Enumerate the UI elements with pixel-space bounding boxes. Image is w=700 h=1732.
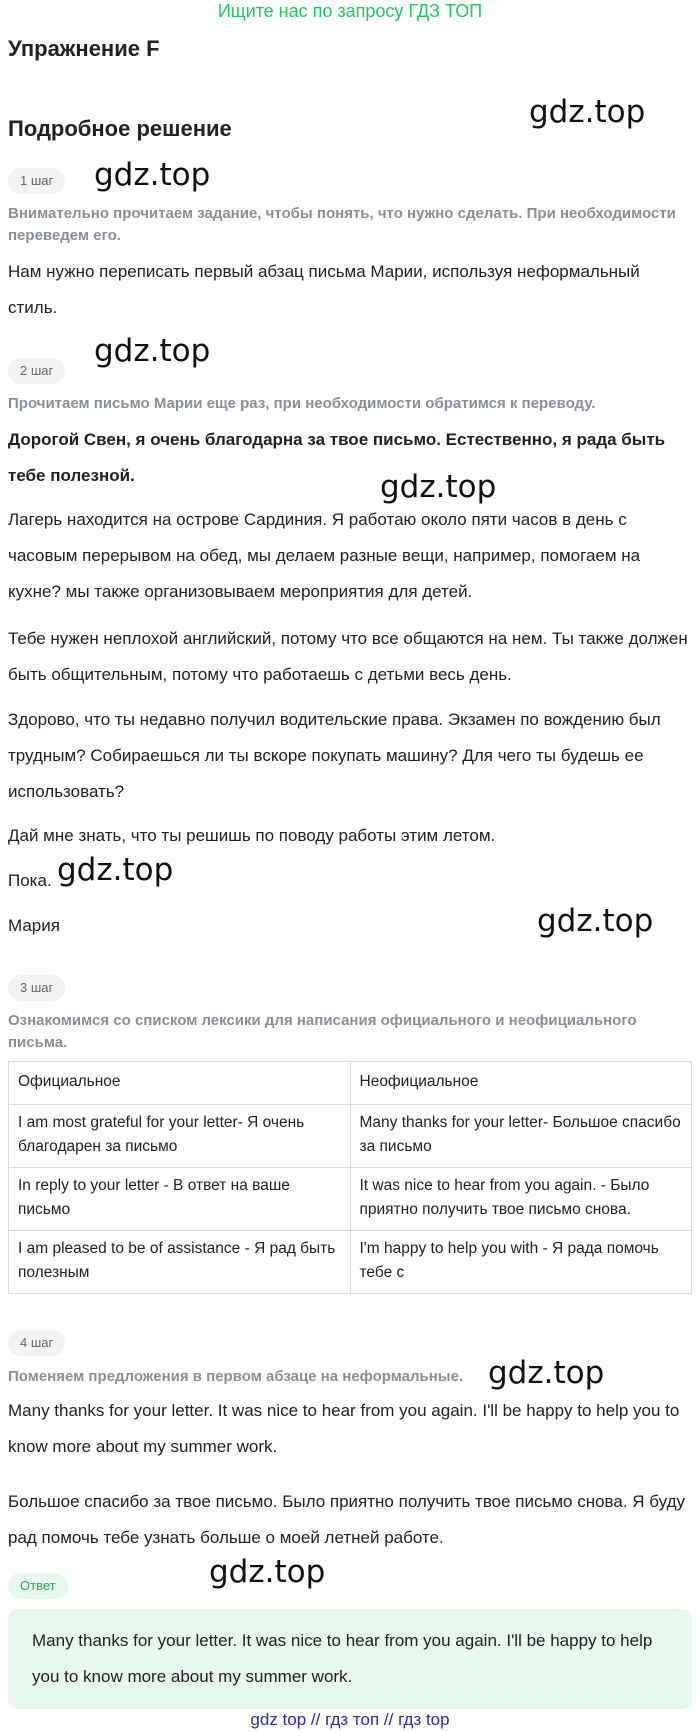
step-4-hint: Поменяем предложения в первом абзаце на неформальные. [8,1368,464,1385]
exercise-title: Упражнение F [8,36,160,61]
table-header-cell: Официальное [9,1062,351,1105]
letter-paragraph: Дай мне знать, что ты решишь по поводу работы этим летом. [8,826,496,845]
table-cell: I'm happy to help you with - Я рада помочь тебе с [350,1231,692,1294]
table-header-row [9,1062,692,1105]
step-2-hint: Прочитаем письмо Марии еще раз, при необходимости обратимся к переводу. [8,395,596,412]
letter-paragraph: Лагерь находится на острове Сардиния. Я работаю около пяти часов в день с часовым перерывом на обед, мы делаем разные вещи, например, помогаем на кухне? мы также организовываем мероприятия для детей. [8,510,641,601]
watermark: gdz.top [537,903,654,939]
watermark: gdz.top [57,852,174,888]
step-3-hint: Ознакомимся со списком лексики для написания официального и неофициального письма. [8,1012,637,1051]
table-cell: I am pleased to be of assistance - Я рад быть полезным [9,1231,351,1294]
table-cell: I am most grateful for your letter- Я очень благодарен за письмо [9,1105,351,1168]
footer-links[interactable]: gdz top // гдз топ // гдз top [250,1710,450,1729]
letter-signature: Мария [8,916,60,935]
step-1-text: Нам нужно переписать первый абзац письма Марии, используя неформальный стиль. [8,262,640,317]
letter-closing: Пока. [8,871,52,890]
informal-english-text: Many thanks for your letter. It was nice to hear from you again. I'll be happy to help you to know more about my summer work. [8,1401,680,1456]
step-1-hint: Внимательно прочитаем задание, чтобы понять, что нужно сделать. При необходимости переведем его. [8,205,676,244]
watermark: gdz.top [529,94,646,130]
solution-heading: Подробное решение [8,116,232,141]
vocabulary-table [8,1061,692,1294]
watermark: gdz.top [488,1355,605,1391]
letter-greeting: Дорогой Свен, я очень благодарна за твое письмо. Естественно, я рада быть тебе полезной. [8,430,666,485]
watermark: gdz.top [94,157,211,193]
informal-russian-text: Большое спасибо за твое письмо. Было приятно получить твое письмо снова. Я буду рад помочь тебе узнать больше о моей летней работе. [8,1492,686,1547]
table-row [9,1231,692,1294]
watermark: gdz.top [209,1554,326,1590]
step-badge-4: 4 шаг [8,1330,65,1356]
search-banner: Ищите нас по запросу ГДЗ ТОП [217,1,483,21]
table-cell: In reply to your letter - В ответ на ваше письмо [9,1168,351,1231]
letter-paragraph: Здорово, что ты недавно получил водительские права. Экзамен по вождению был трудным? Собираешься ли ты вскоре покупать машину? Для чего ты будешь ее использовать? [8,710,661,801]
step-badge-2: 2 шаг [8,358,65,384]
watermark: gdz.top [94,333,211,369]
table-cell: Many thanks for your letter- Большое спасибо за письмо [350,1105,692,1168]
watermark: gdz.top [380,469,497,505]
answer-box [8,1609,692,1709]
step-badge-1: 1 шаг [8,168,65,194]
table-row [9,1168,692,1231]
answer-text: Many thanks for your letter. It was nice to hear from you again. I'll be happy to help you to know more about my summer work. [32,1631,653,1686]
step-badge-3: 3 шаг [8,975,65,1001]
table-header-cell: Неофициальное [350,1062,692,1105]
table-row [9,1105,692,1168]
answer-badge: Ответ [8,1573,68,1599]
table-cell: It was nice to hear from you again. - Было приятно получить твое письмо снова. [350,1168,692,1231]
letter-paragraph: Тебе нужен неплохой английский, потому что все общаются на нем. Ты также должен быть общительным, потому что работаешь с детьми весь день. [8,629,688,684]
